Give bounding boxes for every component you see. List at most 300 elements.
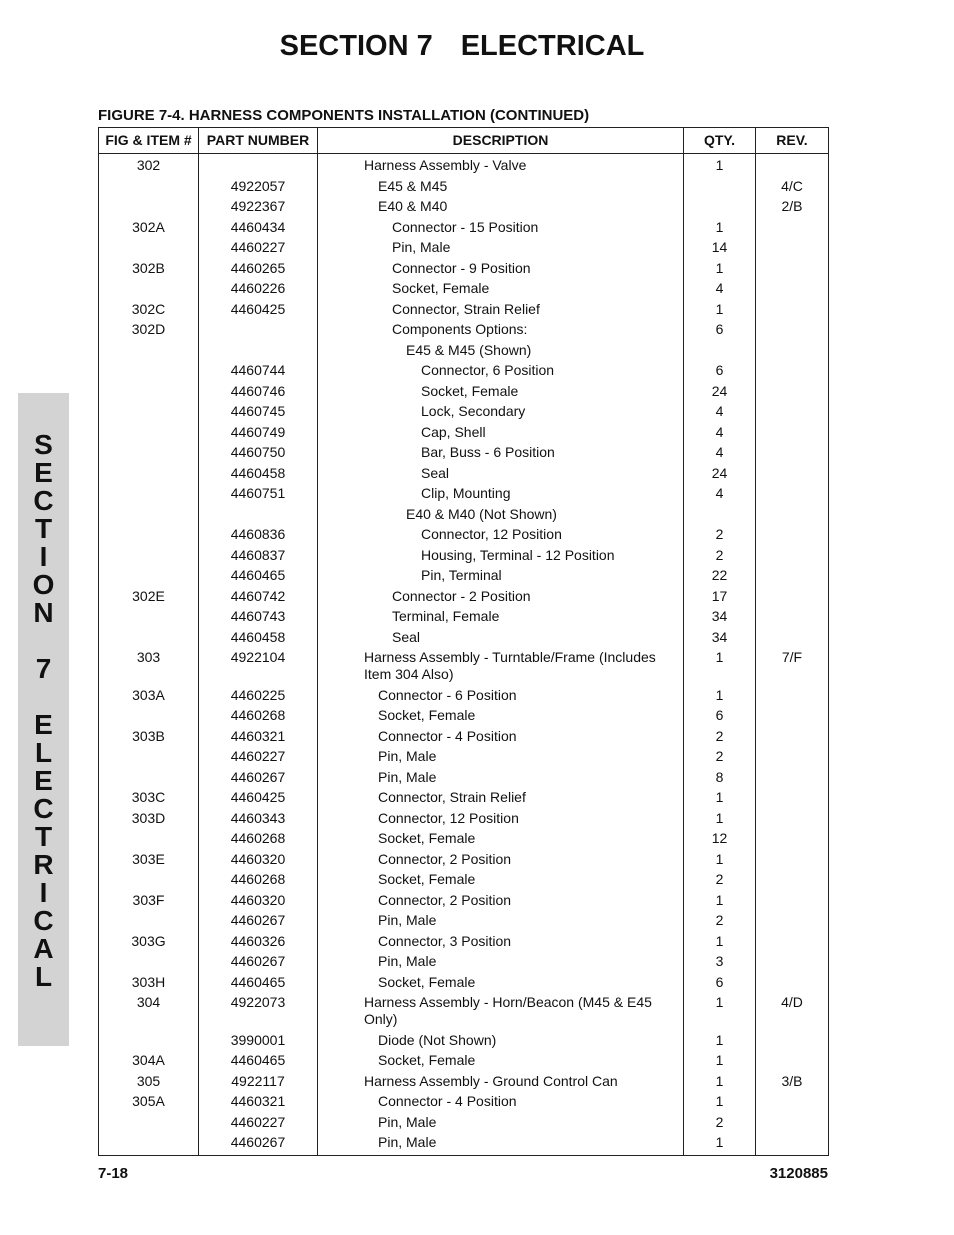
- rev-cell: [756, 808, 829, 829]
- rev-cell: [756, 869, 829, 890]
- description-text: Connector, 12 Position: [421, 526, 562, 542]
- part-number-cell: 4460743: [199, 606, 318, 627]
- table-row: [99, 545, 829, 566]
- fig-item-cell: [99, 545, 199, 566]
- table-row: [99, 154, 829, 176]
- qty-cell: [684, 176, 756, 197]
- description-cell: [318, 726, 684, 747]
- parts-table: [98, 127, 829, 1156]
- section-label: SECTION 7: [279, 30, 433, 62]
- description-cell: [318, 910, 684, 931]
- fig-item-cell: 303B: [99, 726, 199, 747]
- table-row: [99, 524, 829, 545]
- rev-cell: [756, 483, 829, 504]
- description-cell: [318, 360, 684, 381]
- qty-cell: 6: [684, 705, 756, 726]
- description-cell: [318, 463, 684, 484]
- qty-cell: 1: [684, 1132, 756, 1155]
- qty-cell: 1: [684, 890, 756, 911]
- qty-cell: 1: [684, 154, 756, 176]
- rev-cell: [756, 278, 829, 299]
- page-title: [0, 30, 924, 63]
- table-row: [99, 705, 829, 726]
- part-number-cell: 4460321: [199, 1091, 318, 1112]
- header-fig-item: FIG & ITEM #: [99, 128, 199, 154]
- description-cell: [318, 1091, 684, 1112]
- description-text: Pin, Male: [392, 239, 451, 255]
- qty-cell: 1: [684, 1030, 756, 1051]
- fig-item-cell: 305: [99, 1071, 199, 1092]
- rev-cell: [756, 565, 829, 586]
- parts-table-body: [99, 154, 829, 1156]
- table-row: [99, 176, 829, 197]
- description-cell: [318, 524, 684, 545]
- description-cell: [318, 647, 684, 685]
- fig-item-cell: 302D: [99, 319, 199, 340]
- part-number-cell: 4922117: [199, 1071, 318, 1092]
- rev-cell: [756, 360, 829, 381]
- part-number-cell: 4460751: [199, 483, 318, 504]
- rev-cell: [756, 319, 829, 340]
- description-cell: [318, 504, 684, 525]
- description-text: Seal: [421, 464, 450, 481]
- rev-cell: [756, 1112, 829, 1133]
- fig-item-cell: 302A: [99, 217, 199, 238]
- rev-cell: [756, 463, 829, 484]
- fig-item-cell: 303H: [99, 972, 199, 993]
- table-row: [99, 401, 829, 422]
- qty-cell: 14: [684, 237, 756, 258]
- table-row: [99, 647, 829, 685]
- part-number-cell: 4922104: [199, 647, 318, 685]
- description-cell: [318, 808, 684, 829]
- document-number: 3120885: [769, 1165, 828, 1182]
- description-cell: [318, 299, 684, 320]
- part-number-cell: 4460434: [199, 217, 318, 238]
- side-tab-letter: E: [34, 457, 53, 488]
- fig-item-cell: 303D: [99, 808, 199, 829]
- qty-cell: 1: [684, 647, 756, 685]
- rev-cell: [756, 606, 829, 627]
- description-text: Pin, Male: [378, 953, 437, 969]
- fig-item-cell: 302: [99, 154, 199, 176]
- side-tab-letter: S: [34, 429, 53, 460]
- description-cell: [318, 545, 684, 566]
- table-row: [99, 483, 829, 504]
- rev-cell: [756, 1132, 829, 1155]
- rev-cell: [756, 746, 829, 767]
- description-cell: [318, 869, 684, 890]
- description-text: Connector - 15 Position: [392, 218, 539, 235]
- rev-cell: [756, 299, 829, 320]
- description-text: Pin, Male: [378, 1134, 437, 1150]
- description-text: Cap, Shell: [421, 423, 486, 440]
- description-cell: [318, 685, 684, 706]
- header-description: DESCRIPTION: [318, 128, 684, 154]
- table-row: [99, 787, 829, 808]
- side-tab-letter: O: [32, 569, 55, 600]
- description-text: Pin, Male: [378, 912, 437, 928]
- part-number-cell: 3990001: [199, 1030, 318, 1051]
- side-tab-letter: E: [34, 709, 53, 740]
- part-number-cell: [199, 340, 318, 361]
- part-number-cell: 4460320: [199, 849, 318, 870]
- description-cell: [318, 237, 684, 258]
- description-cell: [318, 1132, 684, 1155]
- description-cell: [318, 1030, 684, 1051]
- description-text: Harness Assembly - Ground Control Can: [364, 1072, 618, 1089]
- description-cell: [318, 767, 684, 788]
- qty-cell: 8: [684, 767, 756, 788]
- rev-cell: [756, 258, 829, 279]
- fig-item-cell: [99, 360, 199, 381]
- table-row: [99, 319, 829, 340]
- qty-cell: 1: [684, 258, 756, 279]
- side-tab-letter: T: [34, 513, 53, 544]
- qty-cell: 1: [684, 1091, 756, 1112]
- qty-cell: 1: [684, 849, 756, 870]
- qty-cell: 1: [684, 787, 756, 808]
- part-number-cell: 4460465: [199, 972, 318, 993]
- description-cell: [318, 278, 684, 299]
- qty-cell: 2: [684, 1112, 756, 1133]
- part-number-cell: 4922367: [199, 196, 318, 217]
- fig-item-cell: [99, 1112, 199, 1133]
- side-tab-letter: E: [34, 765, 53, 796]
- qty-cell: 2: [684, 746, 756, 767]
- side-tab-letter: L: [34, 961, 53, 992]
- qty-cell: 2: [684, 545, 756, 566]
- rev-cell: [756, 381, 829, 402]
- qty-cell: 4: [684, 422, 756, 443]
- fig-item-cell: 302E: [99, 586, 199, 607]
- table-row: [99, 992, 829, 1030]
- qty-cell: 2: [684, 726, 756, 747]
- rev-cell: 3/B: [756, 1071, 829, 1092]
- side-tab-letter: C: [33, 793, 54, 824]
- description-cell: [318, 1112, 684, 1133]
- description-cell: [318, 422, 684, 443]
- description-cell: [318, 196, 684, 217]
- description-text: Connector, 3 Position: [378, 932, 512, 949]
- rev-cell: [756, 504, 829, 525]
- part-number-cell: 4460742: [199, 586, 318, 607]
- description-text: Harness Assembly - Valve: [364, 157, 527, 173]
- table-row: [99, 726, 829, 747]
- description-cell: [318, 565, 684, 586]
- fig-item-cell: 305A: [99, 1091, 199, 1112]
- table-row: [99, 442, 829, 463]
- description-text: Lock, Secondary: [421, 403, 526, 419]
- part-number-cell: 4460227: [199, 746, 318, 767]
- side-tab-letter: C: [33, 905, 54, 936]
- table-row: [99, 463, 829, 484]
- fig-item-cell: [99, 463, 199, 484]
- part-number-cell: 4460321: [199, 726, 318, 747]
- part-number-cell: [199, 319, 318, 340]
- side-tab-letter: I: [39, 877, 48, 908]
- rev-cell: [756, 545, 829, 566]
- table-row: [99, 196, 829, 217]
- description-text: E45 & M45: [378, 177, 448, 194]
- rev-cell: [756, 890, 829, 911]
- qty-cell: [684, 340, 756, 361]
- description-text: Connector, 2 Position: [378, 850, 512, 867]
- description-text: Terminal, Female: [392, 608, 500, 624]
- description-cell: [318, 849, 684, 870]
- fig-item-cell: [99, 422, 199, 443]
- table-row: [99, 606, 829, 627]
- part-number-cell: 4460227: [199, 1112, 318, 1133]
- table-row: [99, 890, 829, 911]
- table-row: [99, 258, 829, 279]
- part-number-cell: 4460267: [199, 951, 318, 972]
- fig-item-cell: 302C: [99, 299, 199, 320]
- table-row: [99, 746, 829, 767]
- rev-cell: [756, 340, 829, 361]
- table-row: [99, 972, 829, 993]
- description-text: Connector - 4 Position: [378, 1093, 517, 1109]
- table-row: [99, 360, 829, 381]
- description-text: Diode (Not Shown): [378, 1031, 497, 1048]
- rev-cell: 7/F: [756, 647, 829, 685]
- fig-item-cell: [99, 951, 199, 972]
- rev-cell: [756, 154, 829, 176]
- fig-item-cell: [99, 196, 199, 217]
- description-text: E40 & M40: [378, 198, 448, 214]
- description-text: Pin, Male: [378, 1113, 437, 1130]
- part-number-cell: 4460750: [199, 442, 318, 463]
- rev-cell: [756, 1030, 829, 1051]
- qty-cell: 6: [684, 319, 756, 340]
- fig-item-cell: [99, 1030, 199, 1051]
- description-cell: [318, 258, 684, 279]
- description-text: Socket, Female: [378, 830, 476, 846]
- header-part-number: PART NUMBER: [199, 128, 318, 154]
- description-text: Clip, Mounting: [421, 485, 511, 501]
- table-row: [99, 828, 829, 849]
- description-text: Socket, Female: [378, 871, 476, 887]
- part-number-cell: 4460265: [199, 258, 318, 279]
- table-row: [99, 910, 829, 931]
- table-row: [99, 869, 829, 890]
- part-number-cell: 4460745: [199, 401, 318, 422]
- description-text: Socket, Female: [378, 1052, 476, 1068]
- fig-item-cell: [99, 504, 199, 525]
- description-text: Connector, Strain Relief: [378, 789, 526, 805]
- qty-cell: 1: [684, 1050, 756, 1071]
- description-text: Socket, Female: [378, 973, 476, 990]
- part-number-cell: 4460227: [199, 237, 318, 258]
- rev-cell: [756, 972, 829, 993]
- table-row: [99, 504, 829, 525]
- part-number-cell: 4460749: [199, 422, 318, 443]
- description-cell: [318, 787, 684, 808]
- table-row: [99, 299, 829, 320]
- part-number-cell: 4460225: [199, 685, 318, 706]
- description-text: Pin, Male: [378, 748, 437, 764]
- qty-cell: 24: [684, 463, 756, 484]
- rev-cell: [756, 401, 829, 422]
- part-number-cell: 4922057: [199, 176, 318, 197]
- description-cell: [318, 1071, 684, 1092]
- description-cell: [318, 951, 684, 972]
- table-row: [99, 217, 829, 238]
- part-number-cell: 4460226: [199, 278, 318, 299]
- table-row: [99, 627, 829, 648]
- fig-item-cell: 303F: [99, 890, 199, 911]
- side-tab-letter: L: [34, 737, 53, 768]
- fig-item-cell: [99, 278, 199, 299]
- rev-cell: [756, 217, 829, 238]
- rev-cell: [756, 1091, 829, 1112]
- part-number-cell: 4460267: [199, 767, 318, 788]
- part-number-cell: 4460267: [199, 910, 318, 931]
- part-number-cell: 4460837: [199, 545, 318, 566]
- qty-cell: 22: [684, 565, 756, 586]
- rev-cell: [756, 951, 829, 972]
- fig-item-cell: [99, 483, 199, 504]
- side-tab-letter: C: [33, 485, 54, 516]
- description-text: Socket, Female: [378, 707, 476, 723]
- rev-cell: [756, 726, 829, 747]
- description-cell: [318, 972, 684, 993]
- fig-item-cell: 303A: [99, 685, 199, 706]
- description-cell: [318, 1050, 684, 1071]
- table-row: [99, 565, 829, 586]
- qty-cell: 2: [684, 910, 756, 931]
- part-number-cell: 4460465: [199, 1050, 318, 1071]
- description-text: Connector - 9 Position: [392, 259, 531, 276]
- rev-cell: [756, 627, 829, 648]
- description-text: Connector, 12 Position: [378, 809, 519, 826]
- table-row: [99, 808, 829, 829]
- description-text: Connector - 2 Position: [392, 587, 531, 604]
- fig-item-cell: [99, 340, 199, 361]
- description-cell: [318, 483, 684, 504]
- part-number-cell: 4460744: [199, 360, 318, 381]
- fig-item-cell: [99, 746, 199, 767]
- side-tab-letter: 7: [35, 653, 52, 684]
- fig-item-cell: 303G: [99, 931, 199, 952]
- table-row: [99, 951, 829, 972]
- description-text: E40 & M40 (Not Shown): [406, 505, 557, 522]
- fig-item-cell: [99, 767, 199, 788]
- part-number-cell: 4460425: [199, 299, 318, 320]
- part-number-cell: 4460326: [199, 931, 318, 952]
- table-row: [99, 685, 829, 706]
- table-row: [99, 278, 829, 299]
- description-text: Housing, Terminal - 12 Position: [421, 546, 615, 563]
- qty-cell: 1: [684, 808, 756, 829]
- rev-cell: 2/B: [756, 196, 829, 217]
- rev-cell: [756, 586, 829, 607]
- figure-caption: FIGURE 7-4. HARNESS COMPONENTS INSTALLATION (CONTINUED): [98, 107, 590, 124]
- fig-item-cell: [99, 442, 199, 463]
- rev-cell: [756, 787, 829, 808]
- table-row: [99, 237, 829, 258]
- description-text: Socket, Female: [392, 280, 490, 296]
- part-number-cell: 4460836: [199, 524, 318, 545]
- part-number-cell: 4460425: [199, 787, 318, 808]
- part-number-cell: 4460268: [199, 705, 318, 726]
- fig-item-cell: [99, 828, 199, 849]
- description-text: Connector, Strain Relief: [392, 300, 540, 317]
- description-text: Seal: [392, 628, 421, 645]
- rev-cell: [756, 237, 829, 258]
- fig-item-cell: [99, 176, 199, 197]
- description-text: Bar, Buss - 6 Position: [421, 444, 555, 460]
- section-side-tab: [18, 393, 69, 1046]
- part-number-cell: [199, 154, 318, 176]
- rev-cell: [756, 705, 829, 726]
- description-cell: [318, 606, 684, 627]
- fig-item-cell: 303C: [99, 787, 199, 808]
- table-row: [99, 849, 829, 870]
- fig-item-cell: [99, 606, 199, 627]
- part-number-cell: 4460458: [199, 463, 318, 484]
- rev-cell: [756, 849, 829, 870]
- description-cell: [318, 381, 684, 402]
- qty-cell: 6: [684, 972, 756, 993]
- rev-cell: [756, 422, 829, 443]
- qty-cell: 1: [684, 1071, 756, 1092]
- qty-cell: 1: [684, 299, 756, 320]
- table-row: [99, 340, 829, 361]
- qty-cell: 17: [684, 586, 756, 607]
- description-text: Harness Assembly - Turntable/Frame (Includes Item 304 Also): [364, 649, 656, 682]
- rev-cell: [756, 767, 829, 788]
- description-text: E45 & M45 (Shown): [406, 341, 532, 358]
- description-text: Connector, 6 Position: [421, 362, 555, 378]
- part-number-cell: 4460343: [199, 808, 318, 829]
- side-tab-letter: I: [39, 541, 48, 572]
- qty-cell: 3: [684, 951, 756, 972]
- side-tab-letter: T: [34, 821, 53, 852]
- fig-item-cell: [99, 524, 199, 545]
- header-qty: QTY.: [684, 128, 756, 154]
- fig-item-cell: [99, 565, 199, 586]
- rev-cell: [756, 524, 829, 545]
- table-row: [99, 767, 829, 788]
- part-number-cell: [199, 504, 318, 525]
- description-cell: [318, 340, 684, 361]
- part-number-cell: 4922073: [199, 992, 318, 1030]
- table-row: [99, 422, 829, 443]
- table-row: [99, 1030, 829, 1051]
- description-cell: [318, 154, 684, 176]
- table-row: [99, 1091, 829, 1112]
- description-cell: [318, 586, 684, 607]
- rev-cell: 4/D: [756, 992, 829, 1030]
- description-cell: [318, 931, 684, 952]
- description-text: Components Options:: [392, 321, 528, 337]
- fig-item-cell: 303E: [99, 849, 199, 870]
- table-row: [99, 381, 829, 402]
- qty-cell: [684, 504, 756, 525]
- page-number: 7-18: [98, 1165, 129, 1182]
- side-tab-letter: R: [33, 849, 54, 880]
- description-text: Socket, Female: [421, 382, 519, 399]
- description-cell: [318, 992, 684, 1030]
- qty-cell: 1: [684, 931, 756, 952]
- qty-cell: 2: [684, 869, 756, 890]
- table-row: [99, 931, 829, 952]
- part-number-cell: 4460268: [199, 828, 318, 849]
- fig-item-cell: [99, 869, 199, 890]
- description-text: Connector - 6 Position: [378, 686, 517, 703]
- rev-cell: [756, 910, 829, 931]
